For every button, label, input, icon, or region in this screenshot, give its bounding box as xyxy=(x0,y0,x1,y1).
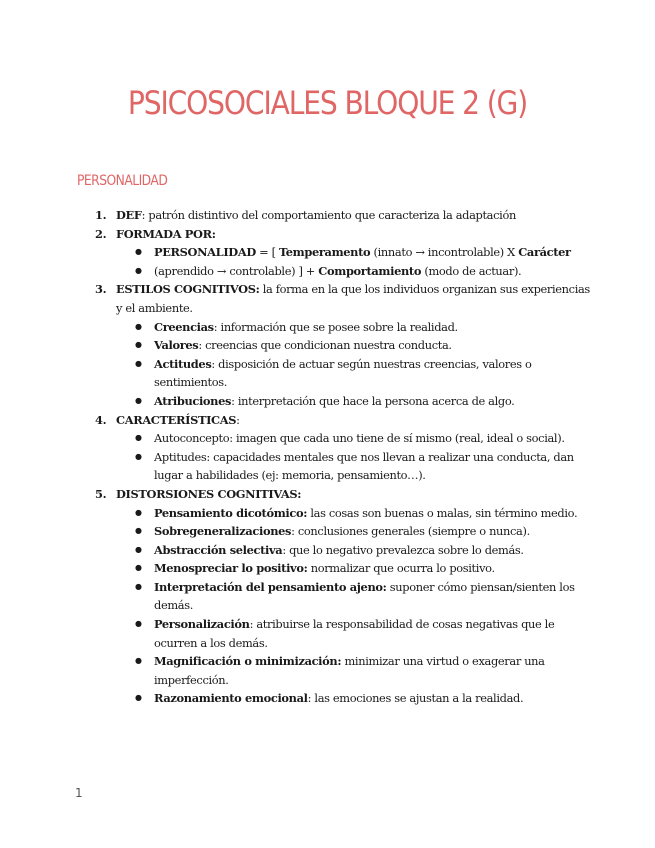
item-label-suffix: : xyxy=(213,319,218,334)
list-item-formada-por xyxy=(95,225,595,281)
item-label-suffix: : xyxy=(307,691,312,706)
sub-list xyxy=(116,429,595,485)
item-text: las emociones se ajustan a la realidad. xyxy=(311,691,524,706)
item-text: creencias que condicionan nuestra conducta. xyxy=(201,338,452,353)
bullet-icon: ● xyxy=(135,507,142,517)
sub-list xyxy=(116,318,595,411)
list-item-number: 2. xyxy=(95,226,107,241)
sub-list-item xyxy=(116,355,595,392)
item-label: Actitudes xyxy=(154,356,212,371)
sub-list-item xyxy=(116,336,595,355)
item-label: Comportamiento xyxy=(318,263,422,278)
list-item-number: 4. xyxy=(95,412,107,427)
sub-list-item xyxy=(116,392,595,411)
item-label-suffix: : xyxy=(198,338,202,353)
sub-list xyxy=(116,243,595,280)
item-label: Temperamento xyxy=(278,245,371,260)
sub-list-item xyxy=(116,522,595,541)
item-label: Valores xyxy=(154,338,199,353)
list-item-def xyxy=(95,206,595,225)
item-label: Magnificación o minimización: xyxy=(154,654,342,669)
item-label: Interpretación del pensamiento ajeno: xyxy=(154,579,387,594)
item-label: PERSONALIDAD xyxy=(154,245,256,260)
sub-list-item xyxy=(116,429,595,448)
bullet-icon: ● xyxy=(135,321,142,331)
sub-list xyxy=(116,504,595,709)
item-text: Autoconcepto: imagen que cada uno tiene de sí mismo (real, ideal o social). xyxy=(154,431,565,446)
item-label: Sobregeneralizaciones xyxy=(154,524,292,539)
bullet-icon: ● xyxy=(135,247,142,257)
item-text: disposición de actuar según nuestras creencias, valores o sentimientos. xyxy=(154,356,532,390)
item-label-suffix: : xyxy=(141,208,146,222)
section-heading-personalidad: PERSONALIDAD xyxy=(77,173,168,189)
bullet-icon: ● xyxy=(135,619,142,629)
sub-list-item xyxy=(116,689,595,708)
item-label-suffix: : xyxy=(231,393,235,408)
bullet-icon: ● xyxy=(135,395,142,405)
bullet-icon: ● xyxy=(135,656,142,666)
bullet-icon: ● xyxy=(135,265,142,275)
item-text: información que se posee sobre la realidad. xyxy=(217,319,458,334)
item-text: la forma en la que los individuos organizan sus experiencias y el ambiente. xyxy=(116,282,590,315)
sub-list-item xyxy=(116,318,595,337)
item-label: Pensamiento dicotómico: xyxy=(154,505,308,520)
bullet-icon: ● xyxy=(135,563,142,573)
item-text: patrón distintivo del comportamiento que caracteriza la adaptación xyxy=(145,208,516,222)
item-text: conclusiones generales (siempre o nunca). xyxy=(294,524,530,539)
item-label: Creencias xyxy=(154,319,214,334)
page-number: 1 xyxy=(75,786,83,800)
sub-list-item xyxy=(116,243,595,262)
bullet-icon: ● xyxy=(135,433,142,443)
sub-list-item xyxy=(116,615,595,652)
item-label: Atribuciones xyxy=(154,393,232,408)
item-label: Menospreciar lo positivo: xyxy=(154,561,308,576)
bullet-icon: ● xyxy=(135,340,142,350)
sub-list-item xyxy=(116,652,595,689)
bullet-icon: ● xyxy=(135,693,142,703)
sub-list-item xyxy=(116,448,595,485)
bullet-icon: ● xyxy=(135,526,142,536)
item-label: DEF xyxy=(116,208,142,222)
item-label: Personalización xyxy=(154,617,250,632)
item-text: normalizar que ocurra lo positivo. xyxy=(307,561,495,576)
bullet-icon: ● xyxy=(135,358,142,368)
sub-list-item xyxy=(116,262,595,281)
list-item-number: 3. xyxy=(95,282,107,297)
item-text: (innato → incontrolable) X xyxy=(370,245,519,260)
item-label-suffix: : xyxy=(291,524,295,539)
item-text: (aprendido → controlable) ] + xyxy=(154,263,319,278)
item-label: Razonamiento emocional xyxy=(154,691,308,706)
item-label: CARACTERÍSTICAS xyxy=(116,412,237,427)
list-item-estilos-cognitivos xyxy=(95,280,595,410)
bullet-icon: ● xyxy=(135,544,142,554)
item-label: Abstracción selectiva xyxy=(154,542,283,557)
item-label: ESTILOS COGNITIVOS: xyxy=(116,282,260,297)
item-label-suffix: : xyxy=(236,412,240,427)
item-text: las cosas son buenas o malas, sin término medio. xyxy=(307,505,578,520)
list-item-number: 1. xyxy=(95,208,107,222)
item-label: Carácter xyxy=(518,245,571,260)
sub-list-item xyxy=(116,541,595,560)
item-text: = [ xyxy=(255,245,279,260)
list-item-caracteristicas xyxy=(95,411,595,485)
document-body xyxy=(95,206,595,708)
item-label: FORMADA POR: xyxy=(116,226,216,241)
item-label-suffix: : xyxy=(282,542,286,557)
sub-list-item xyxy=(116,559,595,578)
sub-list-item xyxy=(116,578,595,615)
bullet-icon: ● xyxy=(135,451,142,461)
list-item-number: 5. xyxy=(95,486,107,501)
item-text: minimizar una virtud o exagerar una imperfección. xyxy=(154,654,545,687)
item-text: atribuirse la responsabilidad de cosas negativas que le ocurren a los demás. xyxy=(154,617,555,650)
item-text: (modo de actuar). xyxy=(421,263,522,278)
item-text: que lo negativo prevalezca sobre lo demás. xyxy=(285,542,524,557)
sub-list-item xyxy=(116,504,595,523)
item-text: suponer cómo piensan/sienten los demás. xyxy=(154,579,575,613)
main-list xyxy=(95,206,595,708)
item-label-suffix: : xyxy=(249,617,254,632)
item-text: interpretación que hace la persona acerca de algo. xyxy=(234,393,515,408)
item-text: Aptitudes: capacidades mentales que nos llevan a realizar una conducta, dan lugar a habilidades (ej: memoria, pensamiento…). xyxy=(154,449,574,483)
item-label-suffix: : xyxy=(211,356,215,371)
document-title: PSICOSOCIALES BLOQUE 2 (G) xyxy=(127,84,528,122)
list-item-distorsiones-cognitivas xyxy=(95,485,595,708)
bullet-icon: ● xyxy=(135,581,142,591)
item-label: DISTORSIONES COGNITIVAS: xyxy=(116,486,302,501)
